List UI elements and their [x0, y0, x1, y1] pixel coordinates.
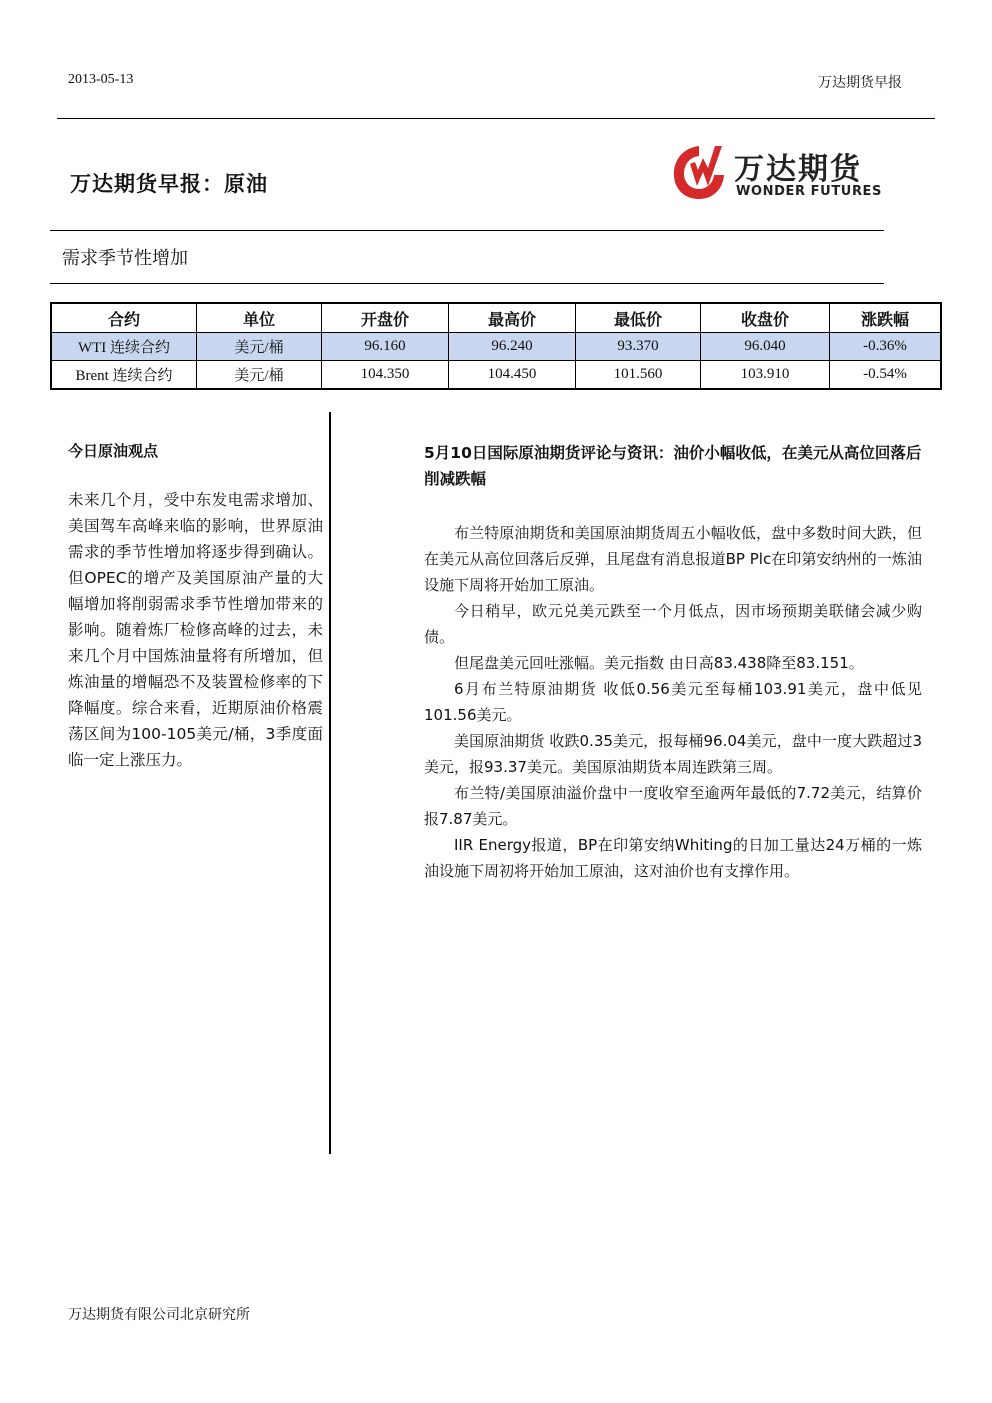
news-paragraph: 但尾盘美元回吐涨幅。美元指数 由日高83.438降至83.151。: [454, 654, 864, 672]
outlook-section: [68, 440, 323, 773]
news-paragraph: IIR Energy报道，BP在印第安纳Whiting的日加工量达24万桶的一炼油设施下周初将开始加工原油，这对油价也有支撑作用。: [424, 836, 922, 880]
subtitle-divider: [50, 283, 884, 284]
header-brand: 万达期货早报: [818, 75, 902, 91]
news-paragraph: 美国原油期货 收跌0.35美元，报每桶96.04美元，盘中一度大跌超过3美元，报93.37美元。美国原油期货本周连跌第三周。: [424, 732, 922, 776]
news-paragraph: 布兰特/美国原油溢价盘中一度收窄至逾两年最低的7.72美元，结算价报7.87美元。: [424, 784, 922, 828]
news-title: 5月10日国际原油期货评论与资讯：油价小幅收低，在美元从高位回落后削减跌幅: [424, 444, 922, 488]
table-row-brent: [51, 361, 941, 390]
news-body: [424, 520, 922, 884]
table-header-row: [51, 303, 941, 333]
news-paragraph: 今日稍早，欧元兑美元跌至一个月低点，因市场预期美联储会减少购债。: [424, 602, 922, 646]
table-cell: 美元/桶: [197, 333, 322, 361]
col-header-close: 收盘价: [701, 303, 830, 333]
document-subtitle: 需求季节性增加: [62, 248, 188, 269]
table-cell: WTI 连续合约: [51, 333, 197, 361]
outlook-title: 今日原油观点: [68, 442, 159, 460]
footer-company: 万达期货有限公司北京研究所: [68, 1307, 250, 1323]
col-header-low: 最低价: [576, 303, 701, 333]
header-divider: [57, 118, 935, 119]
company-logo: [670, 142, 880, 206]
title-divider: [50, 230, 884, 231]
table-cell: 104.350: [322, 361, 449, 390]
table-cell: 美元/桶: [197, 361, 322, 390]
report-date: 2013-05-13: [68, 72, 134, 87]
col-header-open: 开盘价: [322, 303, 449, 333]
table-cell: 96.040: [701, 333, 830, 361]
outlook-body: 未来几个月，受中东发电需求增加、美国驾车高峰来临的影响，世界原油需求的季节性增加将逐步得到确认。但OPEC的增产及美国原油产量的大幅增加将削弱需求季节性增加带来的影响。随着炼厂检修高峰的过去，未来几个月中国炼油量将有所增加，但炼油量的增幅恐不及装置检修率的下降幅度。综合来看，近期原油价格震荡区间为100-105美元/桶，3季度面临一定上涨压力。: [68, 491, 323, 769]
column-divider: [329, 412, 331, 1154]
col-header-high: 最高价: [449, 303, 576, 333]
table-cell: 96.240: [449, 333, 576, 361]
price-table: [50, 302, 942, 390]
col-header-change: 涨跌幅: [830, 303, 942, 333]
wonder-logo-icon: [670, 142, 728, 202]
document-title: 万达期货早报：原油: [70, 172, 268, 196]
news-section: [424, 440, 922, 884]
col-header-contract: 合约: [51, 303, 197, 333]
table-cell: 103.910: [701, 361, 830, 390]
table-cell: 101.560: [576, 361, 701, 390]
table-cell: 104.450: [449, 361, 576, 390]
table-cell: 96.160: [322, 333, 449, 361]
table-cell: -0.36%: [830, 333, 942, 361]
table-row-wti: [51, 333, 941, 361]
table-cell: -0.54%: [830, 361, 942, 390]
news-paragraph: 6月布兰特原油期货 收低0.56美元至每桶103.91美元，盘中低见101.56美元。: [424, 680, 922, 724]
table-cell: Brent 连续合约: [51, 361, 197, 390]
logo-english-name: WONDER FUTURES: [736, 184, 882, 199]
logo-chinese-name: 万达期货: [734, 152, 862, 187]
table-cell: 93.370: [576, 333, 701, 361]
col-header-unit: 单位: [197, 303, 322, 333]
news-paragraph: 布兰特原油期货和美国原油期货周五小幅收低，盘中多数时间大跌，但在美元从高位回落后反弹，且尾盘有消息报道BP Plc在印第安纳州的一炼油设施下周将开始加工原油。: [424, 524, 922, 594]
